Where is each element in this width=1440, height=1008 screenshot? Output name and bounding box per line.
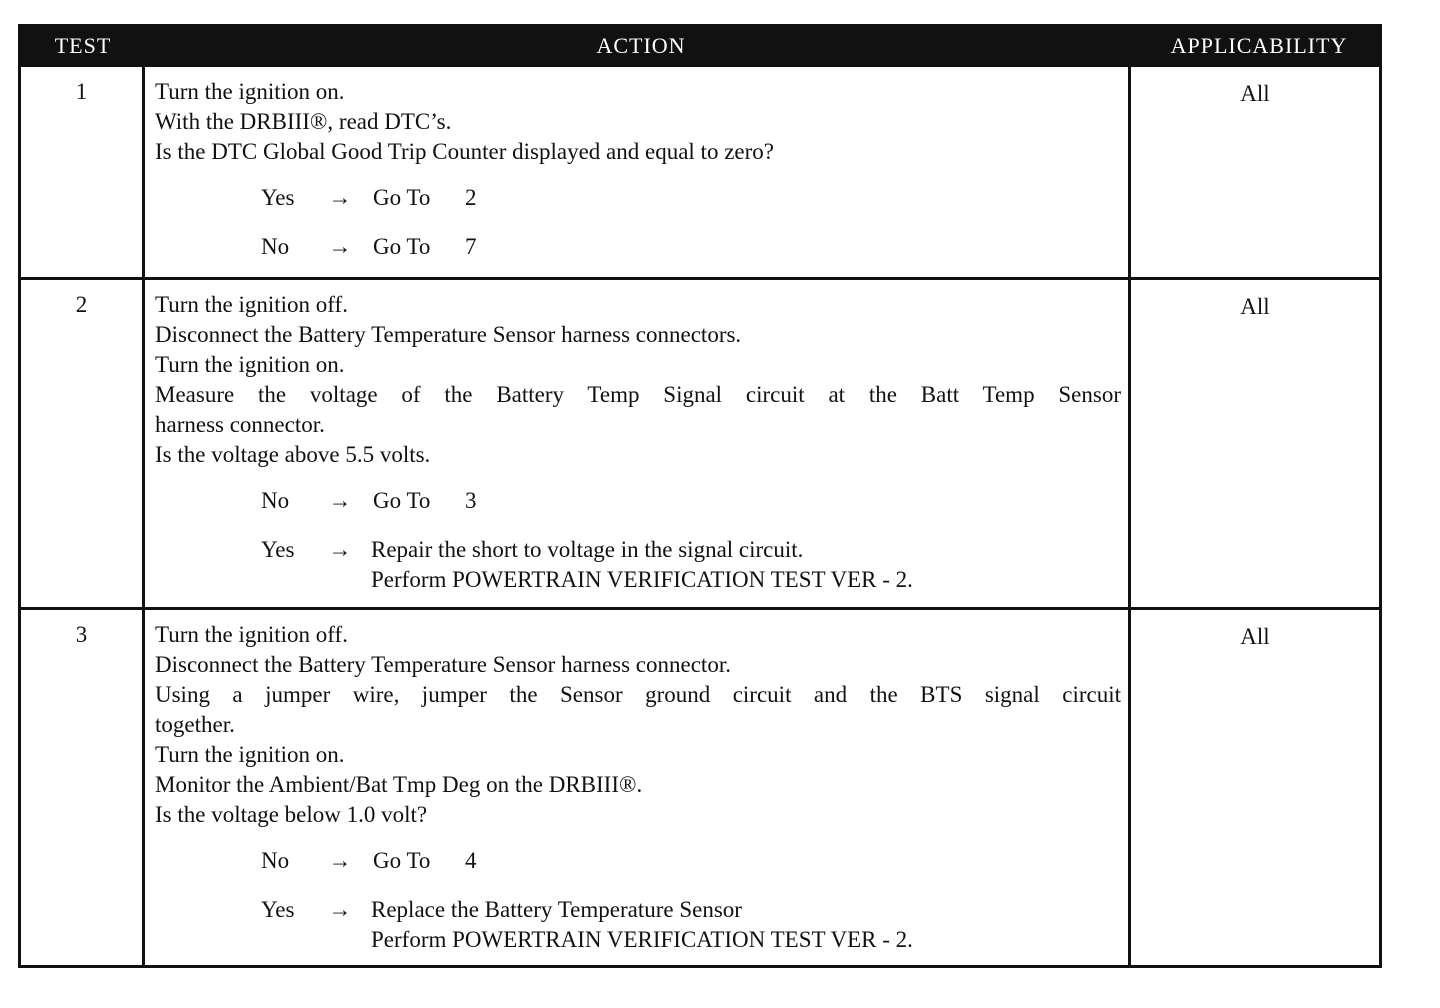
action-line: Turn the ignition on. [155, 79, 345, 104]
test-number: 1 [75, 79, 88, 104]
action-line: Using a jumper wire, jumper the Sensor ground circuit and the BTS signal circuit [155, 682, 1121, 707]
instruction-line: Perform POWERTRAIN VERIFICATION TEST VER - 2. [371, 927, 913, 952]
action-line: Is the voltage above 5.5 volts. [155, 442, 431, 467]
arrow-right-icon: → [328, 897, 352, 922]
test-cell [21, 280, 145, 607]
table-row [21, 277, 1379, 607]
action-line: Monitor the Ambient/Bat Tmp Deg on the DRBIII®. [155, 772, 643, 797]
header-test: TEST [54, 33, 112, 58]
arrow-right-icon: → [328, 848, 352, 873]
arrow-right-icon: → [328, 537, 352, 562]
arrow-right-icon: → [328, 488, 352, 513]
action-cell [155, 620, 1121, 955]
applicability-cell [1128, 280, 1379, 607]
choice-label: Yes [261, 185, 295, 210]
table-row [21, 67, 1379, 277]
choice-instructions [371, 535, 1131, 595]
choice-label: Yes [261, 897, 295, 922]
action-line: Disconnect the Battery Temperature Sensor harness connectors. [155, 322, 742, 347]
applicability-value: All [1240, 624, 1270, 649]
goto-label: Go To [373, 185, 431, 210]
test-cell [21, 610, 145, 965]
goto-label: Go To [373, 234, 431, 259]
choice-yes [261, 183, 1121, 213]
table-row [21, 607, 1379, 965]
choice-label: No [261, 234, 290, 259]
choice-yes [261, 535, 1121, 595]
applicability-value: All [1240, 81, 1270, 106]
test-number: 3 [75, 622, 88, 647]
action-line: Measure the voltage of the Battery Temp Signal circuit at the Batt Temp Sensor [155, 382, 1121, 407]
instruction-line: Perform POWERTRAIN VERIFICATION TEST VER - 2. [371, 567, 913, 592]
goto-target: 4 [465, 848, 477, 873]
arrow-right-icon: → [328, 185, 352, 210]
choice-no [261, 846, 1121, 876]
action-line: Turn the ignition on. [155, 352, 345, 377]
choice-list [155, 846, 1121, 955]
choice-label: No [261, 848, 290, 873]
goto-target: 3 [465, 488, 477, 513]
action-line: together. [155, 712, 235, 737]
goto-label: Go To [373, 848, 431, 873]
goto-target: 2 [465, 185, 477, 210]
choice-no [261, 232, 1121, 262]
action-line: Is the DTC Global Good Trip Counter displayed and equal to zero? [155, 139, 774, 164]
choice-label: Yes [261, 537, 295, 562]
choice-no [261, 486, 1121, 516]
action-line: Is the voltage below 1.0 volt? [155, 802, 428, 827]
choice-instructions [371, 895, 1131, 955]
diagnostic-table [18, 24, 1382, 968]
table-header [21, 27, 1379, 67]
test-number: 2 [75, 292, 88, 317]
action-line: Turn the ignition off. [155, 292, 348, 317]
instruction-line: Replace the Battery Temperature Sensor [371, 897, 742, 922]
action-line: Disconnect the Battery Temperature Sensor harness connector. [155, 652, 731, 677]
test-cell [21, 67, 145, 277]
action-line: With the DRBIII®, read DTC’s. [155, 109, 452, 134]
action-line: harness connector. [155, 412, 325, 437]
header-applicability: APPLICABILITY [1170, 33, 1348, 58]
choice-list [155, 486, 1121, 595]
goto-label: Go To [373, 488, 431, 513]
choice-yes [261, 895, 1121, 955]
applicability-cell [1128, 610, 1379, 965]
action-line: Turn the ignition on. [155, 742, 345, 767]
choice-list [155, 183, 1121, 262]
action-line: Turn the ignition off. [155, 622, 348, 647]
arrow-right-icon: → [328, 234, 352, 259]
goto-target: 7 [465, 234, 477, 259]
action-cell [155, 77, 1121, 281]
action-cell [155, 290, 1121, 595]
applicability-cell [1128, 67, 1379, 277]
instruction-line: Repair the short to voltage in the signal circuit. [371, 537, 804, 562]
header-action: ACTION [596, 33, 686, 58]
choice-label: No [261, 488, 290, 513]
applicability-value: All [1240, 294, 1270, 319]
